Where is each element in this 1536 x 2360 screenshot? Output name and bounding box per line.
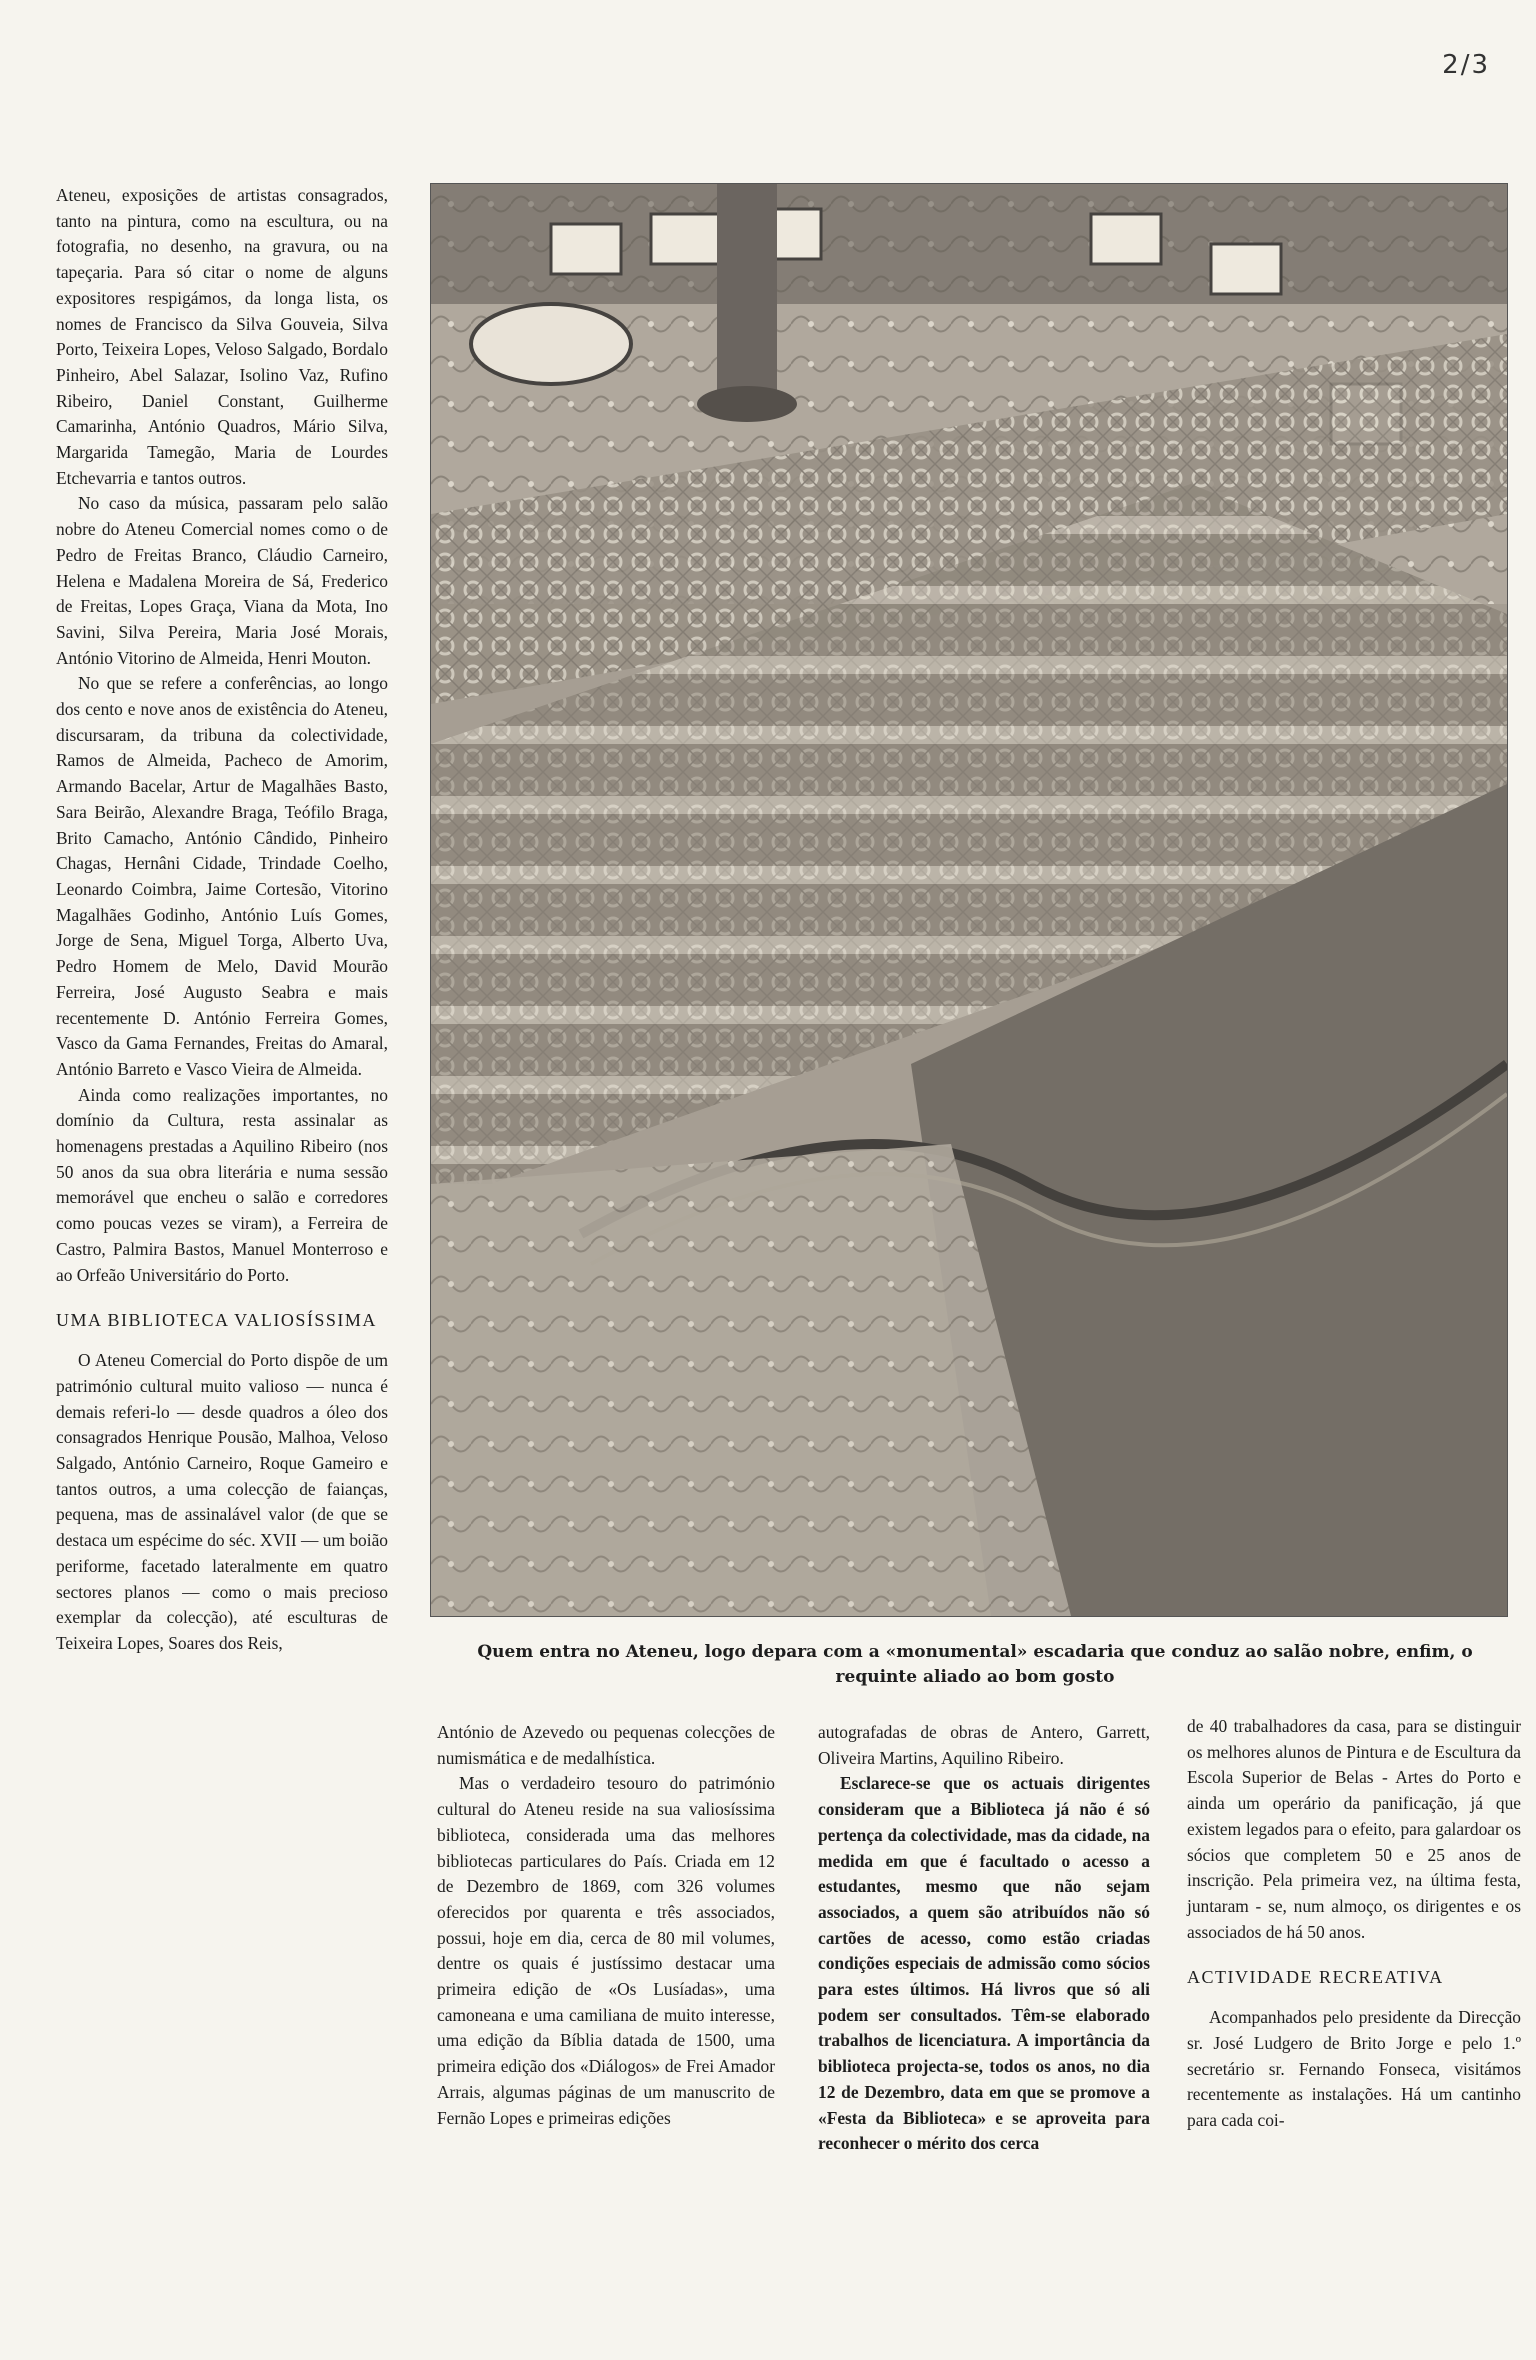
paragraph: Acompanhados pelo presidente da Direcção sr. José Ludgero de Brito Jorge e pelo 1.º secretário sr. Fernando Fonseca, visitámos recentemente as instalações. Há um cantinho para cada coi-: [1187, 2007, 1521, 2131]
section-heading: ACTIVIDADE RECREATIVA: [1187, 1967, 1444, 1988]
page-number: 2/3: [1442, 50, 1490, 80]
paragraph: Ateneu, exposições de artistas consagrados, tanto na pintura, como na escultura, ou na fotografia, no desenho, na gravura, ou na tapeçaria. Para só citar o nome de alguns expositores respigámos, da longa lista, os nomes de Francisco da Silva Gouveia, Silva Porto, Teixeira Lopes, Veloso Salgado, Bordalo Pinheiro, Abel Salazar, Isolino Vaz, Rufino Ribeiro, Daniel Constant, Guilherme Camarinha, António Quadros, Mário Silva, Margarida Tamegão, Maria de Lourdes Etchevarria e tantos outros.: [56, 185, 388, 488]
staircase-photo: [430, 183, 1508, 1617]
paragraph: Esclarece-se que os actuais dirigentes consideram que a Biblioteca já não é só pertença da colectividade, mas da cidade, na medida em que é facultado o acesso a estudantes, mesmo que não sejam associados, a quem são atribuídos não só cartões de acesso, como estão criadas condições especiais de admissão como sócios para estes últimos. Há livros que só ali podem ser consultados. Têm-se elaborado trabalhos de licenciatura. A importância da biblioteca projecta-se, todos os anos, no dia 12 de Dezembro, data em que se promove a «Festa da Biblioteca» e se aproveita para reconhecer o mérito dos cerca: [818, 1773, 1150, 2154]
paragraph: No caso da música, passaram pelo salão nobre do Ateneu Comercial nomes como o de Pedro de Freitas Branco, Cláudio Carneiro, Helena e Madalena Moreira de Sá, Frederico de Freitas, Lopes Graça, Viana da Mota, Ino Savini, Silva Pereira, Maria José Morais, António Vitorino de Almeida, Henri Mouton.: [56, 493, 388, 668]
article-column-4: [1187, 1714, 1521, 2134]
staircase-photo-illustration: [431, 184, 1507, 1616]
paragraph: Ainda como realizações importantes, no domínio da Cultura, resta assinalar as homenagens prestadas a Aquilino Ribeiro (nos 50 anos da sua obra literária e numa sessão memorável que encheu o salão e corredores como poucas vezes se viram), a Ferreira de Castro, Palmira Bastos, Manuel Monterroso e ao Orfeão Universitário do Porto.: [56, 1084, 388, 1285]
paragraph: de 40 trabalhadores da casa, para se distinguir os melhores alunos de Pintura e de Escultura da Escola Superior de Belas - Artes do Porto e ainda um operário da panificação, já que existem legados para o efeito, para galardoar os sócios que completem 50 e 25 anos de inscrição. Pela primeira vez, na última festa, juntaram - se, num almoço, os dirigentes e os associados de há 50 anos.: [1187, 1716, 1521, 1942]
paragraph: O Ateneu Comercial do Porto dispõe de um património cultural muito valioso — nunca é demais referi-lo — desde quadros a óleo dos consagrados Henrique Pousão, Malhoa, Veloso Salgado, António Carneiro, Roque Gameiro e tantos outros, a uma colecção de faianças, pequena, mas de assinalável valor (de que se destaca um espécime do séc. XVII — um boião periforme, facetado lateralmente em quatro sectores planos — como o mais precioso exemplar da colecção), até esculturas de Teixeira Lopes, Soares dos Reis,: [56, 1350, 388, 1653]
article-column-1: [56, 183, 388, 1657]
paragraph: Mas o verdadeiro tesouro do património cultural do Ateneu reside na sua valiosíssima biblioteca, considerada uma das melhores bibliotecas particulares do País. Criada em 12 de Dezembro de 1869, com 326 volumes oferecidos por quarenta e três associados, possui, hoje em dia, cerca de 80 mil volumes, dentre os quais é justíssimo destacar uma primeira edição de «Os Lusíadas», uma camoneana e uma camiliana de muito interesse, uma edição da Bíblia datada de 1500, uma primeira edição dos «Diálogos» de Frei Amador Arrais, algumas páginas de um manuscrito de Fernão Lopes e primeiras edições: [437, 1773, 775, 2128]
photo-caption: Quem entra no Ateneu, logo depara com a «monumental» escadaria que conduz ao salão nobre, enfim, o requinte aliado ao bom gosto: [477, 1642, 1473, 1687]
article-column-3: [818, 1720, 1150, 2157]
article-column-2: [437, 1720, 775, 2131]
section-heading: UMA BIBLIOTECA VALIOSÍSSIMA: [56, 1310, 377, 1331]
paragraph: autografadas de obras de Antero, Garrett, Oliveira Martins, Aquilino Ribeiro.: [818, 1722, 1150, 1768]
paragraph: António de Azevedo ou pequenas colecções de numismática e de medalhística.: [437, 1722, 775, 1768]
paragraph: No que se refere a conferências, ao longo dos cento e nove anos de existência do Ateneu, discursaram, da tribuna da colectividade, Ramos de Almeida, Pacheco de Amorim, Armando Bacelar, Artur de Magalhães Basto, Sara Beirão, Alexandre Braga, Teófilo Braga, Brito Camacho, António Cândido, Pinheiro Chagas, Hernâni Cidade, Trindade Coelho, Leonardo Coimbra, Jaime Cortesão, Vitorino Magalhães Godinho, António Luís Gomes, Jorge de Sena, Miguel Torga, Alberto Uva, Pedro Homem de Melo, David Mourão Ferreira, José Augusto Seabra e mais recentemente D. António Ferreira Gomes, Vasco da Gama Fernandes, Freitas do Amaral, António Barreto e Vasco Vieira de Almeida.: [56, 673, 388, 1079]
